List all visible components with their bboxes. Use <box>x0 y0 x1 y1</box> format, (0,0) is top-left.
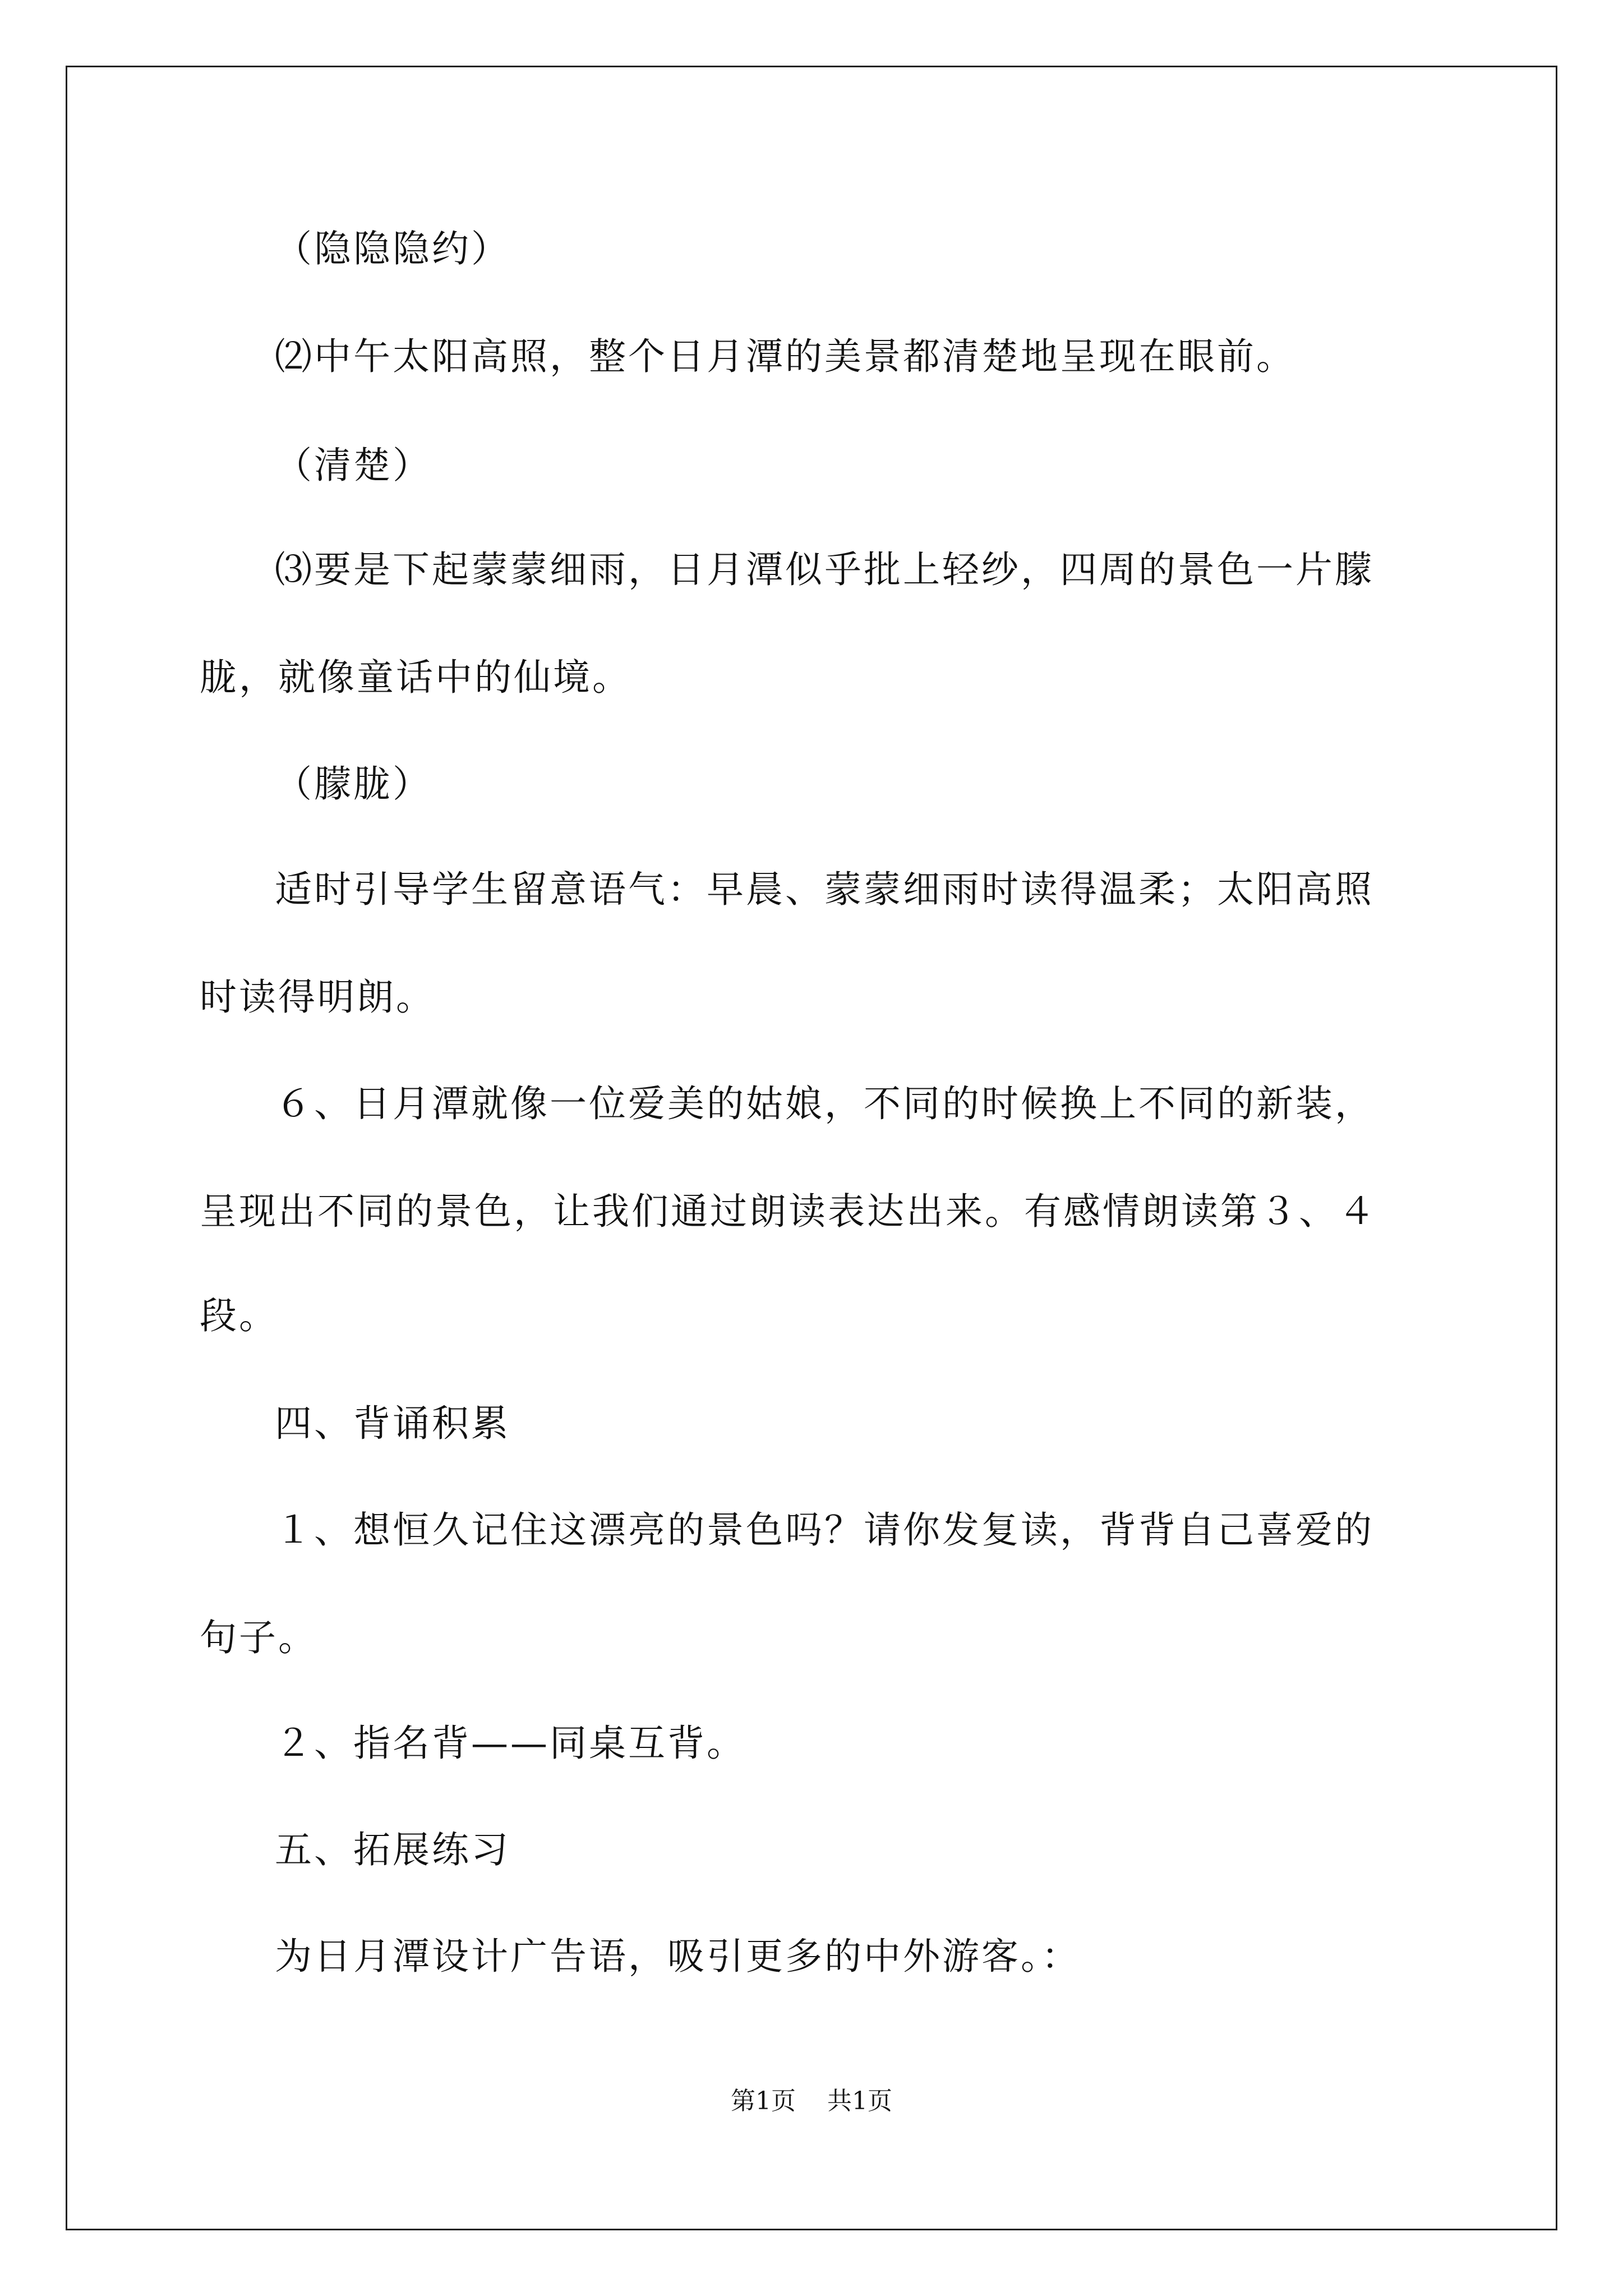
text-line-8: 时读得明朗。 <box>200 976 435 1019</box>
text-line-13: １、想恒久记住这漂亮的景色吗？请你发复读，背背自己喜爱的 <box>275 1508 1374 1552</box>
text-line-3: （清楚） <box>275 444 432 487</box>
text-line-6: （朦胧） <box>275 762 432 806</box>
text-line-15: ２、指名背——同桌互背。 <box>275 1722 746 1765</box>
page-border <box>66 66 1557 2230</box>
text-line-2: ⑵中午太阳高照，整个日月潭的美景都清楚地呈现在眼前。 <box>275 335 1295 378</box>
text-line-5: 胧，就像童话中的仙境。 <box>200 656 631 699</box>
page-footer: 第1页 共1页 <box>731 2087 892 2115</box>
text-line-17: 为日月潭设计广告语，吸引更多的中外游客。： <box>275 1935 1081 1978</box>
text-line-4: ⑶要是下起蒙蒙细雨，日月潭似乎批上轻纱，四周的景色一片朦 <box>275 548 1374 591</box>
text-line-12: 四、背诵积累 <box>275 1402 510 1445</box>
text-line-9: ６、日月潭就像一位爱美的姑娘，不同的时候换上不同的新装， <box>275 1082 1374 1125</box>
text-line-14: 句子。 <box>200 1616 317 1659</box>
text-line-7: 适时引导学生留意语气：早晨、蒙蒙细雨时读得温柔；太阳高照 <box>275 868 1374 911</box>
text-line-1: （隐隐隐约） <box>275 227 510 270</box>
text-line-11: 段。 <box>200 1294 278 1337</box>
text-line-10: 呈现出不同的景色，让我们通过朗读表达出来。有感情朗读第３、４ <box>200 1190 1377 1233</box>
text-line-16: 五、拓展练习 <box>275 1828 510 1871</box>
